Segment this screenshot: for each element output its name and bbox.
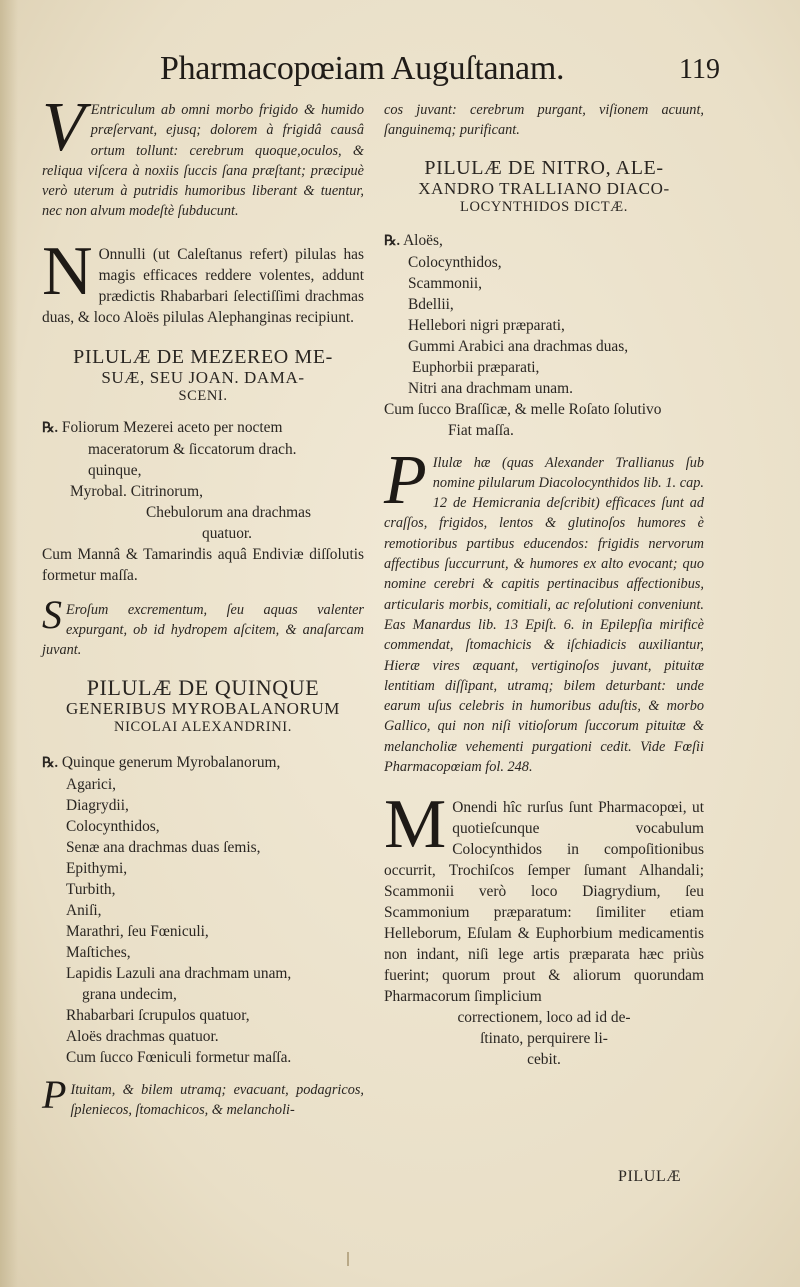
recipe-line: Aniſi, <box>66 901 102 919</box>
recipe-line: Colocynthidos, <box>66 817 160 835</box>
binding-gutter <box>0 0 18 1287</box>
nitro-virtue-text: Ilulæ hæ (quas Alexander Trallianus ſub nomine pilularum Diacolocynthidos lib. 1. cap. 12 de Hemicrania deſcribit) efficaces ſunt ad craſſos, frigidos, lentos & glutinoſos humores è remotioribus partibus educendos: frigidis nervorum affectibus ſuccurrunt, & humores ex alto evocant; quo nomine cerebri & capitis pertinacibus affectionibus, articularis morbis, comitiali, ac reſolutioni conveniunt. Eas Manardus lib. 13 Epiſt. 6. in Epilepſia mirificè commendat, ſtomachicis & iſchiadicis auxiliantur, Hieræ vires æquant, vertiginoſos juvant, pituitæ lentitiam diſſipant, utramq; bilem deturbant: unde earum uſus celebris in humoribus aduſtis, & morbo Gallico, qui non niſi vitioſorum ſuccorum pituitæ & melancholiæ vehementi purgationi cedit. Vide Fœſii Pharmacopœiam fol. 248. <box>384 454 704 776</box>
running-title: Pharmacopœiam Auguſtanam. <box>160 50 565 87</box>
heading-mezereo <box>42 346 364 405</box>
continuation-text: cos juvant: cerebrum purgant, viſionem acuunt, ſanguinemq; purificant. <box>384 102 704 139</box>
catchword: PILULÆ <box>618 1168 682 1185</box>
monendi-paragraph <box>384 786 704 1007</box>
mezereo-closing: Cum Mannâ & Tamarindis aquâ Endiviæ diſſolutis formetur maſſa. <box>42 545 364 584</box>
intro-paragraph <box>42 89 364 222</box>
heading-line: PILULÆ DE QUINQUE <box>86 674 320 700</box>
page-number: 119 <box>679 54 720 85</box>
heading-line: LOCYNTHIDOS DICTÆ. <box>460 198 628 215</box>
heading-line: XANDRO TRALLIANO DIACO- <box>418 178 670 198</box>
recipe-line: Colocynthidos, <box>408 253 502 271</box>
dropcap-p: P <box>384 441 427 519</box>
recipe-line: ℞. Aloës, <box>384 231 443 249</box>
tail-line: cebit. <box>527 1051 561 1069</box>
recipe-line: quinque, <box>88 461 142 479</box>
heading-line: NICOLAI ALEXANDRINI. <box>114 718 292 735</box>
heading-line: SCENI. <box>178 387 228 404</box>
recipe-line: Rhabarbari ſcrupulos quatuor, <box>66 1006 250 1024</box>
dropcap-v: V <box>42 89 85 166</box>
recipe-line: ℞. Foliorum Mezerei aceto per noctem <box>42 418 283 436</box>
heading-line: PILULÆ DE NITRO, ALE- <box>424 156 664 179</box>
recipe-line: Diagrydii, <box>66 796 129 814</box>
monendi-text: Onendi hîc rurſus ſunt Pharmacopœi, ut quotieſcunque vocabulum Colocynthidos in compoſitionibus occurrit, Trochiſcos ſemper ſumant Alhandali; Scammonii verò loco Diagrydium, ſeu Scammonium præparatum: ſimiliter etiam Helleborum, Eſulam & Euphorbium medicamentis non indant, niſi lege artis præparata hæc priùs fuerint; quorum prout & aliorum quorundam Pharmacorum ſimplicium <box>384 799 704 1006</box>
recipe-line: Myrobal. Citrinorum, <box>70 482 203 500</box>
quinque-virtue-text: Ituitam, & bilem utramq; evacuant, podagricos, ſpleniecos, ſtomachicos, & melancholi- <box>70 1081 364 1118</box>
heading-line: PILULÆ DE MEZEREO ME- <box>73 345 333 368</box>
ink-mark <box>347 1252 349 1266</box>
rx-symbol-icon: ℞. <box>384 233 401 249</box>
recipe-line: maceratorum & ſiccatorum drach. <box>88 440 297 458</box>
heading-line: SUÆ, SEU JOAN. DAMA- <box>101 367 305 387</box>
tail-line: ſtinato, perquirere li- <box>480 1030 608 1048</box>
recipe-line: Bdellii, <box>408 295 454 313</box>
dropcap-n: N <box>42 232 93 310</box>
recipe-line: quatuor. <box>202 524 253 542</box>
heading-quinque <box>42 674 364 736</box>
recipe-line: Gummi Arabici ana drachmas duas, <box>408 337 629 355</box>
recipe-line: Epithymi, <box>66 859 128 877</box>
page-header <box>160 50 720 100</box>
nitro-virtue <box>384 441 704 778</box>
monendi-tail <box>384 1007 704 1070</box>
nitro-closing: Cum ſucco Braſſicæ, & melle Roſato ſolutivo <box>384 400 662 418</box>
recipe-line: Scammonii, <box>408 274 482 292</box>
recipe-line: Marathri, ſeu Fœniculi, <box>66 922 209 940</box>
dropcap-s: S <box>42 591 62 637</box>
heading-nitro <box>384 157 704 216</box>
right-column <box>384 100 704 1070</box>
dropcap-p: P <box>42 1071 67 1117</box>
recipe-line: Lapidis Lazuli ana drachmam unam, <box>66 964 292 982</box>
note-text: Onnulli (ut Caleſtanus refert) pilulas has magis efficaces reddere volentes, addunt prædictis Rhabarbari ſelectiſſimi drachmas duas, & loco Aloës pilulas Alephanginas recipiunt. <box>42 245 364 326</box>
recipe-list-mezereo <box>42 417 364 544</box>
rx-symbol-icon: ℞. <box>42 420 59 436</box>
tail-line: correctionem, loco ad id de- <box>457 1009 631 1027</box>
intro-text: Entriculum ab omni morbo frigido & humido præſervant, ejusq; dolorem à frigidâ causâ ortum tollunt: cerebrum quoque,oculos, & reliqua viſcera à noxiis ſuccis ſana præſtant; præcipuè verò uterum à putridis humoribus liberant & tuentur, nec non alvum modeſtè ſubducunt. <box>42 102 364 220</box>
dropcap-m: M <box>384 786 447 864</box>
rx-symbol-icon: ℞. <box>42 755 59 771</box>
nitro-fiat: Fiat maſſa. <box>448 421 514 439</box>
recipe-line: Senæ ana drachmas duas ſemis, <box>66 838 261 856</box>
recipe-line: Euphorbii præparati, <box>412 358 540 376</box>
recipe-list-quinque <box>42 752 364 1068</box>
heading-line: GENERIBUS MYROBALANORUM <box>65 698 340 718</box>
mezereo-virtue-text: Eroſum excrementum, ſeu aquas valenter expurgant, ob id hydropem aſcitem, & anaſarcam juvant. <box>42 601 364 659</box>
recipe-line: Aloës drachmas quatuor. <box>66 1027 219 1045</box>
mezereo-virtue <box>42 591 364 661</box>
quinque-virtue <box>42 1071 364 1121</box>
recipe-line: Hellebori nigri præparati, <box>408 316 565 334</box>
recipe-line: grana undecim, <box>82 985 177 1003</box>
recipe-line: Nitri ana drachmam unam. <box>408 379 573 397</box>
recipe-line: Cum ſucco Fœniculi formetur maſſa. <box>66 1048 292 1066</box>
recipe-line: ℞. Quinque generum Myrobalanorum, <box>42 753 281 771</box>
recipe-line: Turbith, <box>66 880 116 898</box>
recipe-list-nitro <box>384 230 704 399</box>
note-paragraph <box>42 232 364 328</box>
recipe-line: Agarici, <box>66 775 116 793</box>
left-column <box>42 89 364 1120</box>
recipe-line: Chebulorum ana drachmas <box>146 503 311 521</box>
recipe-line: Maſtiches, <box>66 943 131 961</box>
